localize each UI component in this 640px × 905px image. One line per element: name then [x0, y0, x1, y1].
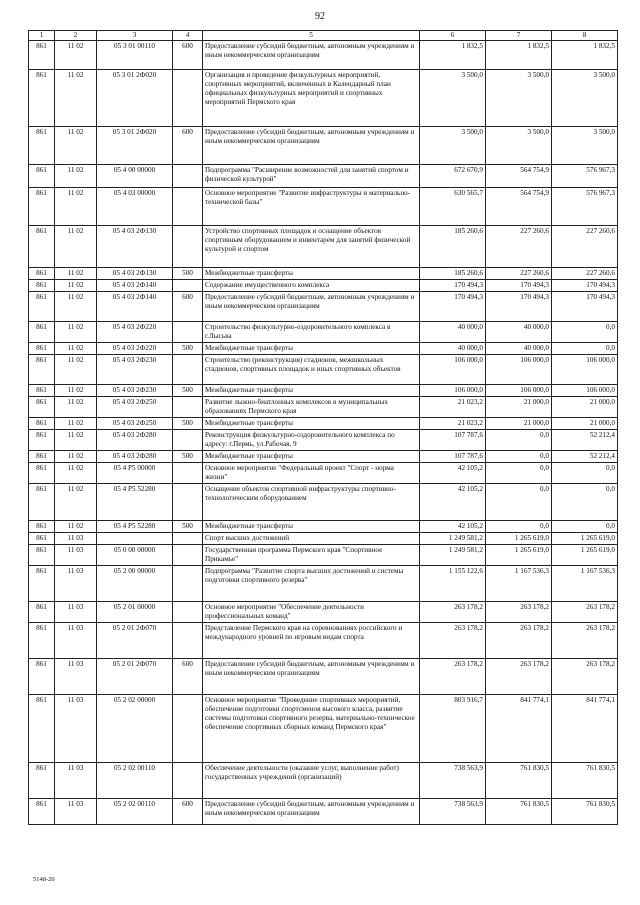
cell-amount-year-3: 106 000,0 [552, 385, 618, 397]
cell-target-code: 05 3 01 00110 [97, 41, 173, 70]
cell-amount-year-1: 106 000,0 [420, 385, 486, 397]
cell-expense-type [173, 226, 203, 268]
cell-amount-year-1: 185 260,6 [420, 268, 486, 280]
cell-description: Обеспечение деятельности (оказание услуг, выполнение работ) государственных учреждений (организаций) [203, 763, 420, 799]
cell-description: Межбюджетные трансферты [203, 268, 420, 280]
cell-ministry-code: 861 [29, 659, 55, 695]
cell-description: Подпрограмма "Развитие спорта высших достижений и системы подготовки спортивного резерва" [203, 566, 420, 602]
cell-amount-year-2: 3 500,0 [486, 127, 552, 165]
cell-ministry-code: 861 [29, 763, 55, 799]
table-row [29, 623, 618, 659]
cell-section-code: 11 02 [55, 418, 97, 430]
cell-target-code: 05 4 03 2Ф250 [97, 397, 173, 418]
cell-amount-year-3: 1 265 619,0 [552, 533, 618, 545]
cell-target-code: 05 4 03 2Ф250 [97, 418, 173, 430]
cell-ministry-code: 861 [29, 322, 55, 343]
cell-expense-type [173, 463, 203, 484]
cell-amount-year-2: 841 774,1 [486, 695, 552, 763]
cell-amount-year-3: 263 178,2 [552, 659, 618, 695]
cell-amount-year-2: 1 265 619,0 [486, 533, 552, 545]
cell-target-code: 05 4 00 00000 [97, 165, 173, 188]
cell-amount-year-3: 170 494,3 [552, 280, 618, 292]
cell-amount-year-1: 263 178,2 [420, 623, 486, 659]
cell-amount-year-3: 761 830,5 [552, 763, 618, 799]
cell-amount-year-3: 227 260,6 [552, 268, 618, 280]
cell-amount-year-3: 227 260,6 [552, 226, 618, 268]
cell-amount-year-2: 170 494,3 [486, 280, 552, 292]
cell-expense-type: 500 [173, 521, 203, 533]
cell-amount-year-3: 170 494,3 [552, 292, 618, 322]
cell-expense-type [173, 188, 203, 226]
cell-section-code: 11 02 [55, 397, 97, 418]
cell-amount-year-3: 263 178,2 [552, 623, 618, 659]
cell-description: Основное мероприятие "Проведение спортивных мероприятий, обеспечение подготовки спортсменов высокого класса, развитие системы подготовки спортивного резерва, материально-техническое обеспечение спортивных сборных команд Пермского края" [203, 695, 420, 763]
cell-section-code: 11 03 [55, 659, 97, 695]
cell-expense-type [173, 695, 203, 763]
table-row [29, 188, 618, 226]
cell-amount-year-3: 263 178,2 [552, 602, 618, 623]
cell-ministry-code: 861 [29, 545, 55, 566]
cell-section-code: 11 03 [55, 545, 97, 566]
cell-target-code: 05 4 03 2Ф220 [97, 322, 173, 343]
cell-target-code: 05 2 00 00000 [97, 566, 173, 602]
cell-ministry-code: 861 [29, 292, 55, 322]
cell-ministry-code: 861 [29, 397, 55, 418]
cell-description: Межбюджетные трансферты [203, 521, 420, 533]
cell-section-code: 11 02 [55, 355, 97, 385]
cell-description: Межбюджетные трансферты [203, 385, 420, 397]
table-row [29, 521, 618, 533]
cell-amount-year-1: 803 916,7 [420, 695, 486, 763]
cell-section-code: 11 02 [55, 385, 97, 397]
cell-expense-type [173, 623, 203, 659]
cell-ministry-code: 861 [29, 226, 55, 268]
cell-amount-year-3: 3 500,0 [552, 127, 618, 165]
cell-amount-year-1: 630 565,7 [420, 188, 486, 226]
cell-target-code: 05 4 03 2Ф220 [97, 343, 173, 355]
cell-amount-year-1: 3 500,0 [420, 127, 486, 165]
cell-description: Содержание имущественного комплекса [203, 280, 420, 292]
cell-expense-type: 600 [173, 41, 203, 70]
table-row [29, 41, 618, 70]
table-row [29, 343, 618, 355]
cell-amount-year-2: 106 000,0 [486, 385, 552, 397]
cell-description: Основное мероприятие "Федеральный проект "Спорт - норма жизни" [203, 463, 420, 484]
cell-amount-year-3: 52 212,4 [552, 430, 618, 451]
cell-description: Предоставление субсидий бюджетным, автономным учреждениям и иным некоммерческим организациям [203, 292, 420, 322]
cell-description: Государственная программа Пермского края "Спортивное Прикамье" [203, 545, 420, 566]
cell-ministry-code: 861 [29, 343, 55, 355]
cell-amount-year-3: 1 167 536,3 [552, 566, 618, 602]
cell-amount-year-2: 564 754,9 [486, 165, 552, 188]
cell-expense-type: 600 [173, 292, 203, 322]
cell-amount-year-3: 1 265 619,0 [552, 545, 618, 566]
cell-target-code: 05 3 01 2Ф020 [97, 127, 173, 165]
cell-section-code: 11 02 [55, 343, 97, 355]
cell-amount-year-1: 40 000,0 [420, 322, 486, 343]
cell-description: Предоставление субсидий бюджетным, автономным учреждениям и иным некоммерческим организациям [203, 799, 420, 825]
cell-amount-year-1: 1 249 581,2 [420, 545, 486, 566]
cell-ministry-code: 861 [29, 623, 55, 659]
cell-amount-year-1: 1 249 581,2 [420, 533, 486, 545]
cell-section-code: 11 02 [55, 280, 97, 292]
cell-amount-year-2: 1 832,5 [486, 41, 552, 70]
column-header: 4 [173, 31, 203, 41]
cell-section-code: 11 03 [55, 695, 97, 763]
table-row [29, 566, 618, 602]
cell-amount-year-1: 1 832,5 [420, 41, 486, 70]
cell-expense-type: 500 [173, 385, 203, 397]
cell-target-code: 05 4 03 2Ф140 [97, 280, 173, 292]
cell-expense-type: 500 [173, 451, 203, 463]
cell-ministry-code: 861 [29, 463, 55, 484]
cell-amount-year-1: 21 023,2 [420, 397, 486, 418]
table-body [29, 41, 618, 825]
cell-description: Межбюджетные трансферты [203, 451, 420, 463]
cell-amount-year-2: 1 167 536,3 [486, 566, 552, 602]
cell-ministry-code: 861 [29, 70, 55, 127]
cell-amount-year-3: 0,0 [552, 484, 618, 521]
cell-expense-type [173, 566, 203, 602]
cell-amount-year-3: 52 212,4 [552, 451, 618, 463]
cell-amount-year-1: 3 500,0 [420, 70, 486, 127]
cell-target-code: 05 4 03 00000 [97, 188, 173, 226]
cell-amount-year-1: 738 563,9 [420, 799, 486, 825]
cell-target-code: 05 2 01 2Ф070 [97, 659, 173, 695]
table-row [29, 268, 618, 280]
cell-section-code: 11 02 [55, 322, 97, 343]
cell-target-code: 05 4 03 2Ф230 [97, 355, 173, 385]
cell-description: Предоставление субсидий бюджетным, автономным учреждениям и иным некоммерческим организациям [203, 659, 420, 695]
cell-expense-type [173, 533, 203, 545]
cell-section-code: 11 03 [55, 799, 97, 825]
cell-description: Основное мероприятие "Развитие инфраструктуры и материально-технической базы" [203, 188, 420, 226]
cell-expense-type [173, 430, 203, 451]
column-header: 2 [55, 31, 97, 41]
cell-section-code: 11 03 [55, 763, 97, 799]
table-row [29, 659, 618, 695]
column-header: 6 [420, 31, 486, 41]
table-row [29, 763, 618, 799]
cell-target-code: 05 4 P5 52280 [97, 521, 173, 533]
cell-amount-year-1: 170 494,3 [420, 292, 486, 322]
cell-target-code: 05 0 00 00000 [97, 545, 173, 566]
cell-expense-type [173, 70, 203, 127]
cell-expense-type [173, 397, 203, 418]
cell-section-code: 11 02 [55, 430, 97, 451]
cell-target-code: 05 4 03 2Ф280 [97, 451, 173, 463]
cell-target-code: 05 4 P5 52280 [97, 484, 173, 521]
cell-description: Строительство (реконструкция) стадионов, межшкольных стадионов, спортивных площадок и иных спортивных объектов [203, 355, 420, 385]
cell-expense-type: 600 [173, 659, 203, 695]
cell-ministry-code: 861 [29, 695, 55, 763]
cell-expense-type: 500 [173, 343, 203, 355]
cell-amount-year-1: 107 787,6 [420, 430, 486, 451]
cell-section-code: 11 02 [55, 226, 97, 268]
table-row [29, 602, 618, 623]
cell-ministry-code: 861 [29, 127, 55, 165]
column-header: 3 [97, 31, 173, 41]
table-row [29, 695, 618, 763]
cell-target-code: 05 4 03 2Ф140 [97, 292, 173, 322]
cell-description: Реконструкция физкультурно-оздоровительного комплекса по адресу: г.Пермь, ул.Рабочая, 9 [203, 430, 420, 451]
cell-amount-year-2: 3 500,0 [486, 70, 552, 127]
cell-amount-year-1: 42 105,2 [420, 463, 486, 484]
table-row [29, 463, 618, 484]
cell-amount-year-2: 263 178,2 [486, 659, 552, 695]
cell-amount-year-1: 263 178,2 [420, 602, 486, 623]
cell-amount-year-3: 1 832,5 [552, 41, 618, 70]
cell-description: Предоставление субсидий бюджетным, автономным учреждениям и иным некоммерческим организациям [203, 127, 420, 165]
table-row [29, 451, 618, 463]
cell-amount-year-2: 1 265 619,0 [486, 545, 552, 566]
cell-amount-year-1: 170 494,3 [420, 280, 486, 292]
cell-expense-type [173, 763, 203, 799]
cell-target-code: 05 4 P5 00000 [97, 463, 173, 484]
cell-target-code: 05 4 03 2Ф130 [97, 226, 173, 268]
cell-expense-type [173, 602, 203, 623]
cell-description: Межбюджетные трансферты [203, 343, 420, 355]
table-header-row [29, 31, 618, 41]
cell-amount-year-1: 672 670,9 [420, 165, 486, 188]
cell-section-code: 11 02 [55, 521, 97, 533]
cell-amount-year-1: 263 178,2 [420, 659, 486, 695]
cell-amount-year-1: 1 155 122,6 [420, 566, 486, 602]
cell-expense-type: 600 [173, 799, 203, 825]
cell-amount-year-3: 0,0 [552, 343, 618, 355]
cell-amount-year-2: 263 178,2 [486, 602, 552, 623]
cell-target-code: 05 2 02 00110 [97, 799, 173, 825]
cell-section-code: 11 02 [55, 70, 97, 127]
cell-ministry-code: 861 [29, 602, 55, 623]
cell-description: Организация и проведение физкультурных мероприятий, спортивных мероприятий, включенных в Календарный план официальных физкультурных мероприятий и спортивных мероприятий Пермского края [203, 70, 420, 127]
cell-section-code: 11 02 [55, 451, 97, 463]
table-row [29, 127, 618, 165]
cell-description: Спорт высших достижений [203, 533, 420, 545]
cell-target-code: 05 4 03 2Ф280 [97, 430, 173, 451]
cell-section-code: 11 02 [55, 41, 97, 70]
cell-amount-year-1: 42 105,2 [420, 484, 486, 521]
cell-ministry-code: 861 [29, 451, 55, 463]
cell-amount-year-3: 761 830,5 [552, 799, 618, 825]
cell-section-code: 11 02 [55, 127, 97, 165]
cell-amount-year-3: 106 000,0 [552, 355, 618, 385]
cell-amount-year-2: 564 754,9 [486, 188, 552, 226]
cell-amount-year-2: 227 260,6 [486, 226, 552, 268]
cell-amount-year-2: 21 000,0 [486, 418, 552, 430]
table-row [29, 70, 618, 127]
table-row [29, 355, 618, 385]
cell-target-code: 05 4 03 2Ф230 [97, 385, 173, 397]
cell-amount-year-1: 107 787,6 [420, 451, 486, 463]
cell-ministry-code: 861 [29, 268, 55, 280]
cell-amount-year-3: 0,0 [552, 521, 618, 533]
cell-amount-year-1: 42 105,2 [420, 521, 486, 533]
table-row [29, 280, 618, 292]
cell-amount-year-2: 263 178,2 [486, 623, 552, 659]
cell-amount-year-3: 576 967,3 [552, 188, 618, 226]
cell-ministry-code: 861 [29, 418, 55, 430]
cell-ministry-code: 861 [29, 355, 55, 385]
cell-amount-year-1: 185 260,6 [420, 226, 486, 268]
cell-amount-year-2: 0,0 [486, 463, 552, 484]
cell-amount-year-2: 0,0 [486, 521, 552, 533]
table-row [29, 165, 618, 188]
cell-description: Основное мероприятие "Обеспечение деятельности профессиональных команд" [203, 602, 420, 623]
table-row [29, 226, 618, 268]
cell-description: Предоставление субсидий бюджетным, автономным учреждениям и иным некоммерческим организациям [203, 41, 420, 70]
cell-amount-year-3: 0,0 [552, 463, 618, 484]
cell-section-code: 11 02 [55, 463, 97, 484]
cell-expense-type [173, 355, 203, 385]
cell-ministry-code: 861 [29, 799, 55, 825]
table-row [29, 430, 618, 451]
cell-expense-type [173, 280, 203, 292]
cell-target-code: 05 3 01 2Ф020 [97, 70, 173, 127]
table-row [29, 322, 618, 343]
cell-target-code: 05 2 01 2Ф070 [97, 623, 173, 659]
cell-description: Строительство физкультурно-оздоровительного комплекса в г.Лысьва [203, 322, 420, 343]
cell-section-code: 11 02 [55, 292, 97, 322]
column-header: 5 [203, 31, 420, 41]
cell-section-code: 11 02 [55, 268, 97, 280]
cell-amount-year-3: 3 500,0 [552, 70, 618, 127]
cell-amount-year-3: 576 967,3 [552, 165, 618, 188]
cell-ministry-code: 861 [29, 280, 55, 292]
cell-description: Межбюджетные трансферты [203, 418, 420, 430]
cell-target-code: 05 2 02 00110 [97, 763, 173, 799]
cell-expense-type [173, 322, 203, 343]
cell-amount-year-2: 106 000,0 [486, 355, 552, 385]
cell-ministry-code: 861 [29, 165, 55, 188]
footer-code: 5148-20 [33, 876, 55, 883]
cell-amount-year-2: 21 000,0 [486, 397, 552, 418]
cell-expense-type [173, 165, 203, 188]
column-header: 1 [29, 31, 55, 41]
cell-expense-type [173, 545, 203, 566]
cell-ministry-code: 861 [29, 484, 55, 521]
cell-expense-type [173, 484, 203, 521]
cell-section-code: 11 03 [55, 602, 97, 623]
cell-amount-year-2: 0,0 [486, 430, 552, 451]
table-row [29, 397, 618, 418]
cell-description: Подпрограмма "Расширение возможностей для занятий спортом и физической культурой" [203, 165, 420, 188]
cell-section-code: 11 03 [55, 533, 97, 545]
table-row [29, 484, 618, 521]
cell-description: Устройство спортивных площадок и оснащение объектов спортивным оборудованием и инвентарем для занятий физической культурой и спортом [203, 226, 420, 268]
table-row [29, 418, 618, 430]
cell-amount-year-2: 40 000,0 [486, 343, 552, 355]
cell-amount-year-1: 738 563,9 [420, 763, 486, 799]
cell-amount-year-2: 227 260,6 [486, 268, 552, 280]
table-row [29, 533, 618, 545]
cell-amount-year-3: 841 774,1 [552, 695, 618, 763]
column-header: 7 [486, 31, 552, 41]
cell-amount-year-1: 40 000,0 [420, 343, 486, 355]
cell-target-code: 05 4 03 2Ф130 [97, 268, 173, 280]
cell-amount-year-2: 761 830,5 [486, 799, 552, 825]
page-number: 92 [315, 11, 325, 22]
cell-section-code: 11 02 [55, 484, 97, 521]
cell-target-code: 05 2 02 00000 [97, 695, 173, 763]
cell-target-code [97, 533, 173, 545]
cell-ministry-code: 861 [29, 430, 55, 451]
cell-section-code: 11 02 [55, 188, 97, 226]
cell-amount-year-2: 0,0 [486, 484, 552, 521]
cell-target-code: 05 2 01 00000 [97, 602, 173, 623]
table-row [29, 385, 618, 397]
cell-section-code: 11 02 [55, 165, 97, 188]
table-row [29, 292, 618, 322]
cell-description: Представление Пермского края на соревнованиях российского и международного уровней по игровым видам спорта [203, 623, 420, 659]
cell-expense-type: 500 [173, 418, 203, 430]
budget-table [28, 30, 618, 825]
cell-section-code: 11 03 [55, 623, 97, 659]
cell-amount-year-3: 0,0 [552, 322, 618, 343]
cell-amount-year-1: 106 000,0 [420, 355, 486, 385]
cell-ministry-code: 861 [29, 385, 55, 397]
cell-ministry-code: 861 [29, 188, 55, 226]
cell-ministry-code: 861 [29, 533, 55, 545]
cell-amount-year-3: 21 000,0 [552, 418, 618, 430]
table-row [29, 799, 618, 825]
cell-amount-year-2: 0,0 [486, 451, 552, 463]
cell-ministry-code: 861 [29, 41, 55, 70]
table-row [29, 545, 618, 566]
column-header: 8 [552, 31, 618, 41]
cell-section-code: 11 03 [55, 566, 97, 602]
cell-description: Развитие лыжно-биатлонных комплексов в муниципальных образованиях Пермского края [203, 397, 420, 418]
cell-expense-type: 600 [173, 127, 203, 165]
cell-amount-year-2: 170 494,3 [486, 292, 552, 322]
cell-expense-type: 500 [173, 268, 203, 280]
cell-ministry-code: 861 [29, 566, 55, 602]
cell-amount-year-1: 21 023,2 [420, 418, 486, 430]
cell-description: Оснащение объектов спортивной инфраструктуры спортивно-технологическим оборудованием [203, 484, 420, 521]
cell-ministry-code: 861 [29, 521, 55, 533]
cell-amount-year-3: 21 000,0 [552, 397, 618, 418]
cell-amount-year-2: 40 000,0 [486, 322, 552, 343]
cell-amount-year-2: 761 830,5 [486, 763, 552, 799]
